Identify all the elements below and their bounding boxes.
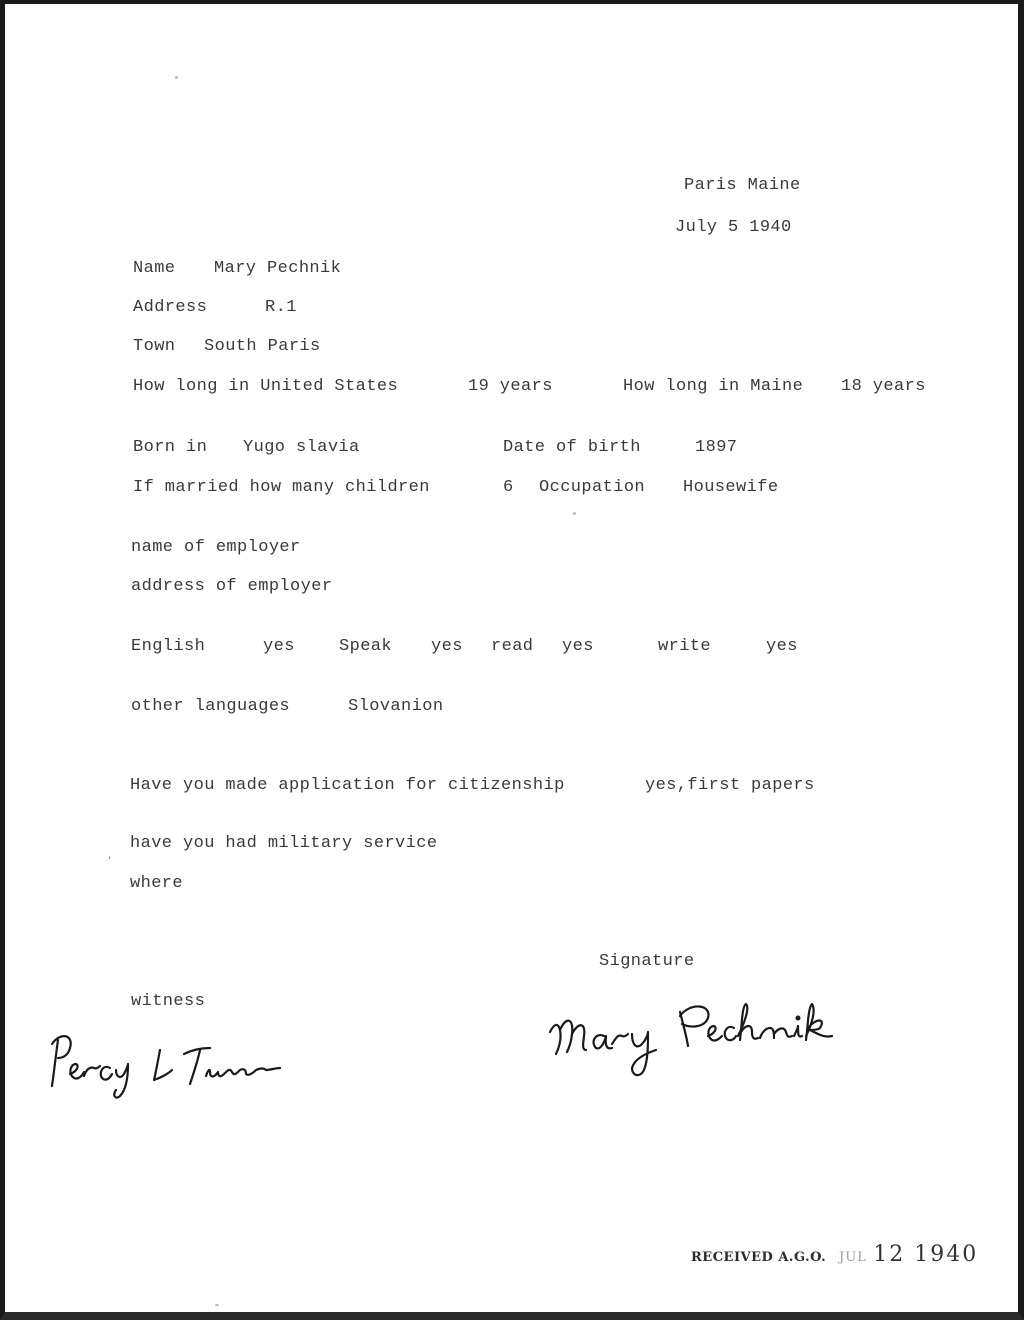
speak-label: Speak: [339, 637, 393, 656]
born-value: Yugo slavia: [243, 438, 360, 457]
stamp-received: RECEIVED A.G.O.: [691, 1250, 827, 1265]
other-languages-value: Slovanion: [348, 697, 444, 716]
where-label: where: [130, 874, 184, 893]
speak-value: yes: [431, 637, 463, 656]
date-line: July 5 1940: [675, 218, 792, 237]
dob-label: Date of birth: [503, 438, 641, 457]
maine-duration-label: How long in Maine: [623, 377, 804, 396]
military-label: have you had military service: [130, 834, 438, 853]
scan-speck: [175, 76, 178, 79]
maine-duration-value: 18 years: [841, 377, 926, 396]
read-label: read: [491, 637, 534, 656]
name-label: Name: [133, 259, 176, 278]
write-label: write: [658, 637, 712, 656]
address-value: R.1: [265, 298, 297, 317]
scan-speck: [215, 1304, 219, 1306]
scan-speck: [573, 512, 576, 515]
read-value: yes: [562, 637, 594, 656]
employer-address-label: address of employer: [131, 577, 333, 596]
signature-witness-percy-turner: [40, 1024, 290, 1104]
citizenship-value: yes,first papers: [645, 776, 815, 795]
dob-value: 1897: [695, 438, 738, 457]
witness-label: witness: [131, 992, 206, 1011]
place-line: Paris Maine: [684, 176, 801, 195]
margin-mark: ,: [108, 850, 112, 861]
signature-mary-pechnik: [540, 994, 850, 1084]
town-value: South Paris: [204, 337, 321, 356]
occupation-label: Occupation: [539, 478, 646, 497]
children-value: 6: [503, 478, 514, 497]
address-label: Address: [133, 298, 208, 317]
town-label: Town: [133, 337, 176, 356]
received-stamp: [691, 1242, 978, 1267]
signature-label: Signature: [599, 952, 695, 971]
employer-name-label: name of employer: [131, 538, 301, 557]
name-value: Mary Pechnik: [214, 259, 342, 278]
other-languages-label: other languages: [131, 697, 291, 716]
children-label: If married how many children: [133, 478, 430, 497]
us-duration-value: 19 years: [468, 377, 553, 396]
citizenship-label: Have you made application for citizenship: [130, 776, 565, 795]
stamp-month: JUL: [839, 1250, 867, 1265]
stamp-date: 12 1940: [873, 1242, 979, 1267]
us-duration-label: How long in United States: [133, 377, 399, 396]
english-label: English: [131, 637, 206, 656]
english-value: yes: [263, 637, 295, 656]
occupation-value: Housewife: [683, 478, 779, 497]
write-value: yes: [766, 637, 798, 656]
born-label: Born in: [133, 438, 208, 457]
